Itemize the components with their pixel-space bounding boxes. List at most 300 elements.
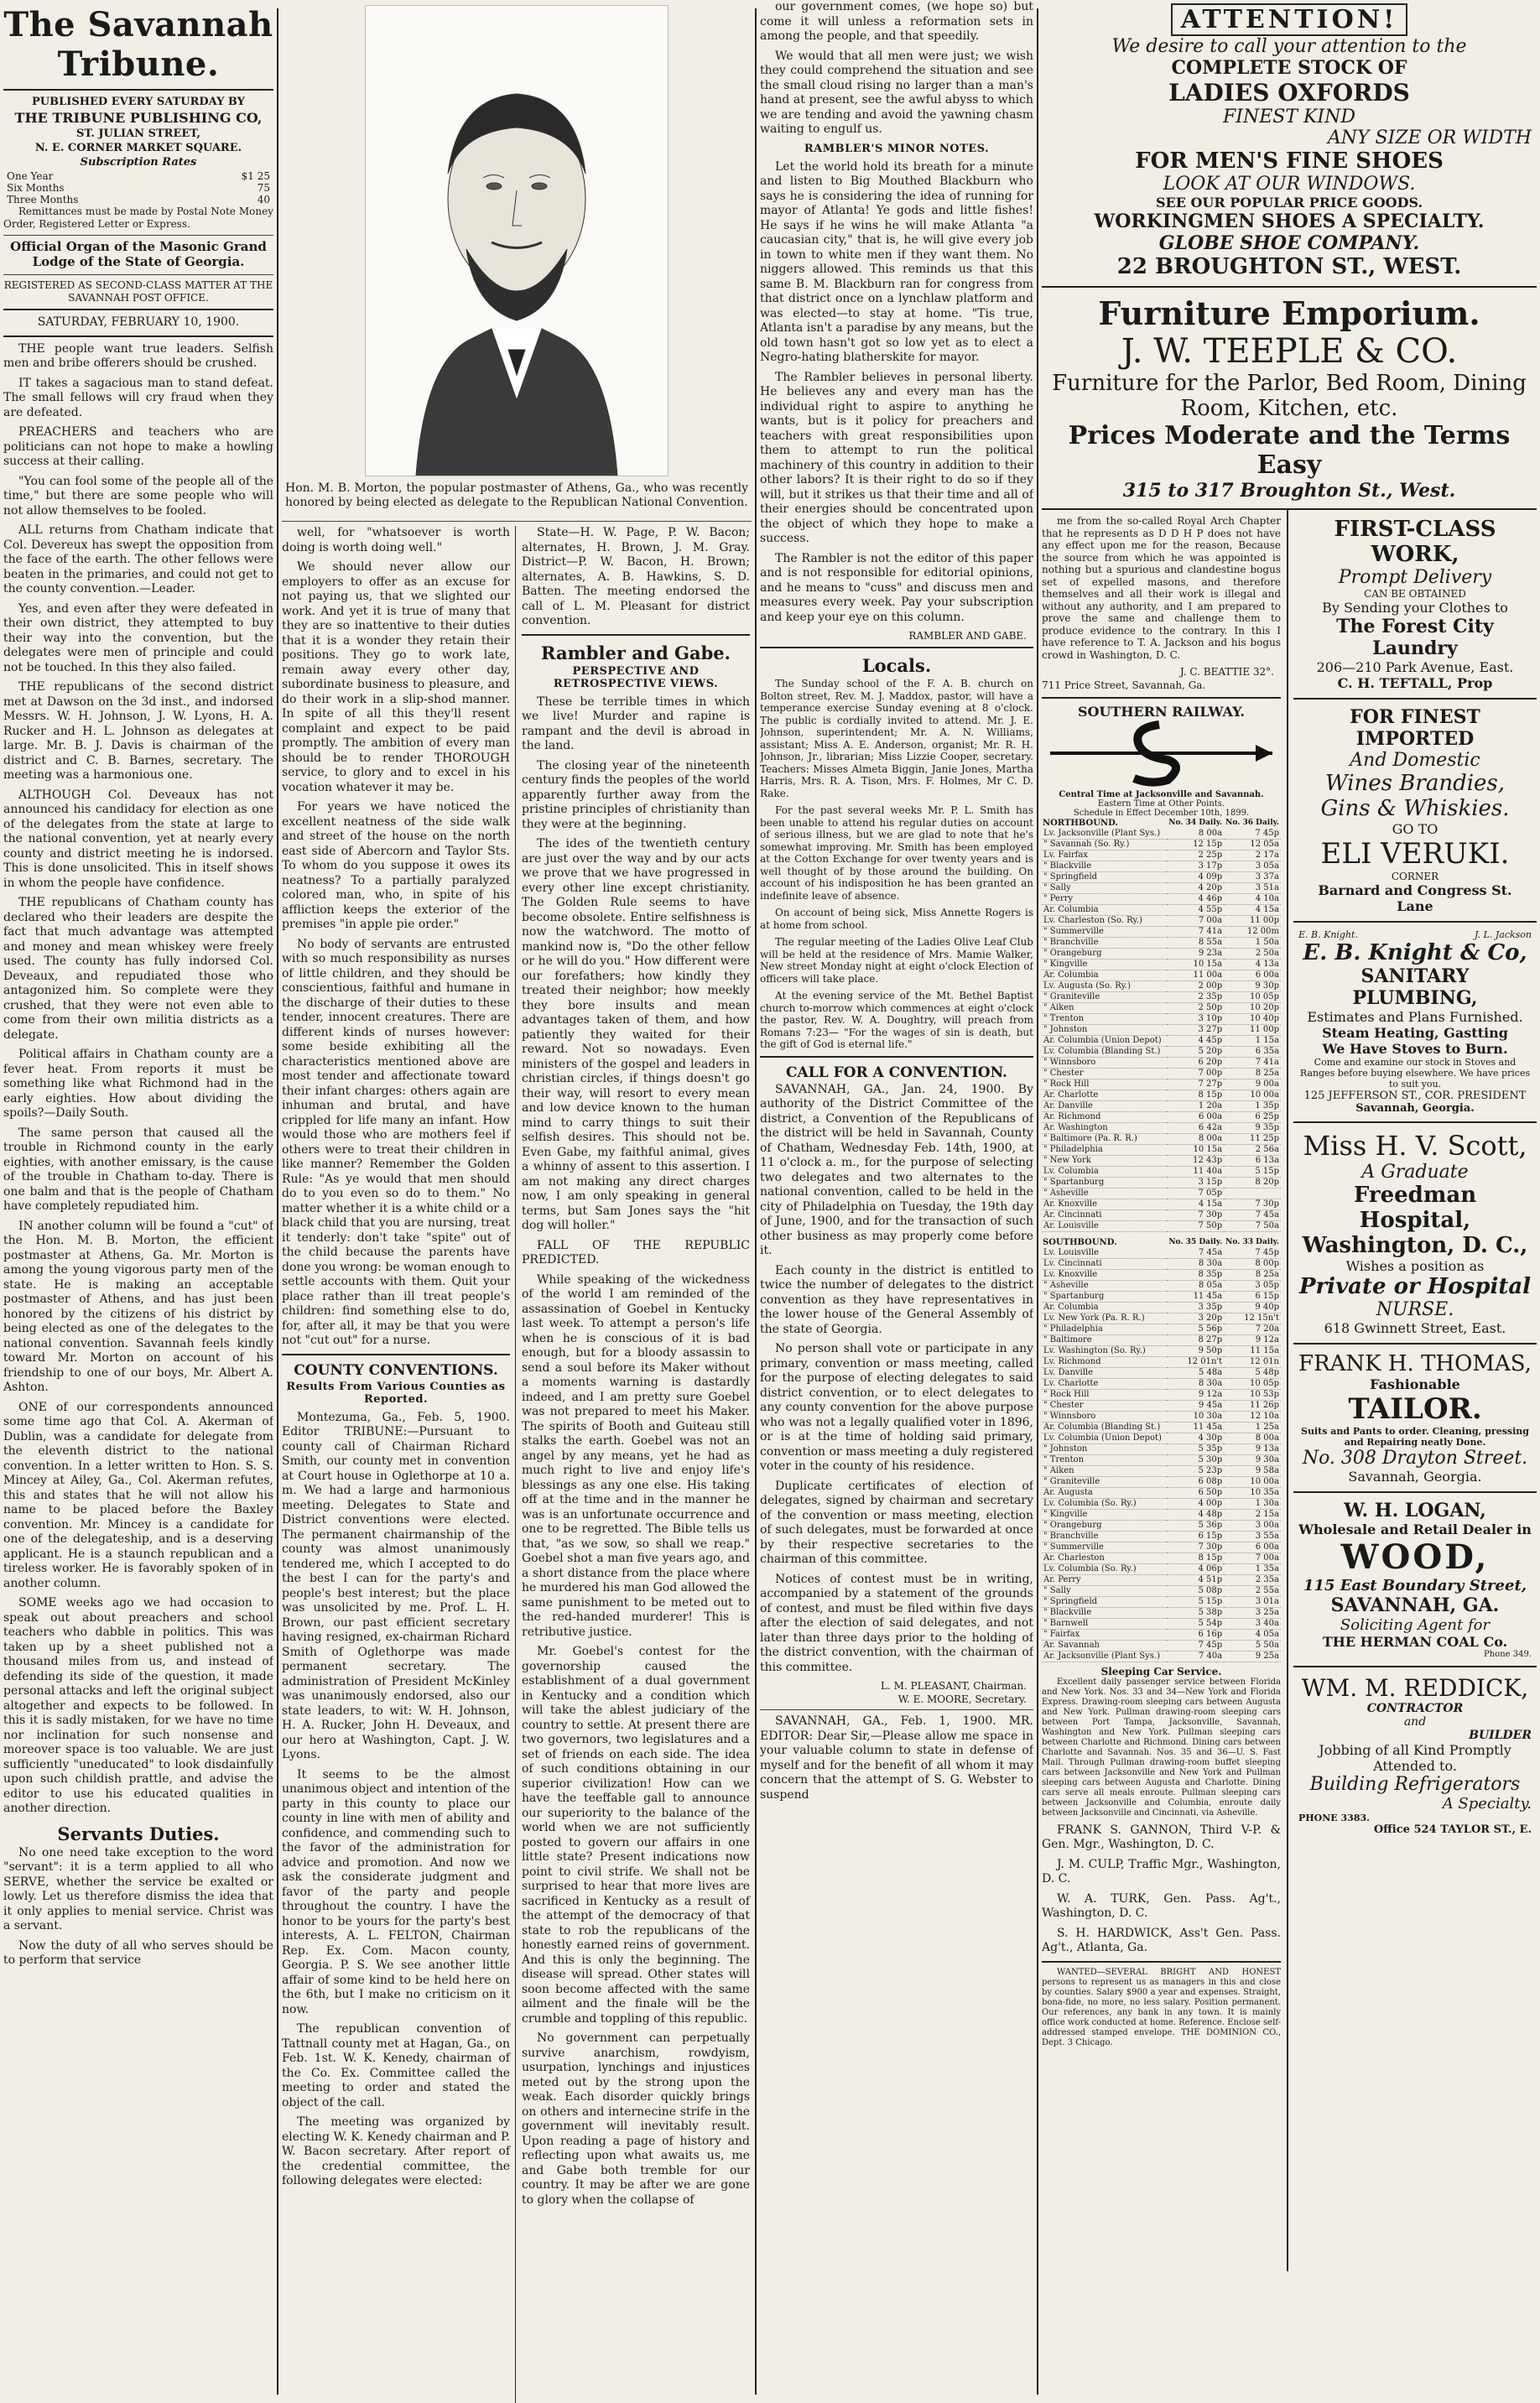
railway-note: Eastern Time at Other Points. <box>1097 798 1225 809</box>
portrait-illustration <box>365 5 669 476</box>
station-cell: " Blackville <box>1042 1607 1167 1618</box>
time-cell: 5 35p <box>1167 1443 1224 1454</box>
ad-line: FOR MEN'S FINE SHOES <box>1135 148 1444 174</box>
editorial-paragraphs <box>3 342 273 1817</box>
masthead-line: ST. JULIAN STREET, <box>75 127 201 140</box>
rambler-subheading: PERSPECTIVE AND RETROSPECTIVE VIEWS. <box>553 664 719 690</box>
time-cell: 4 15a <box>1224 904 1281 915</box>
editorial-paragraph: "You can fool some of the people all of the time," but there are some people who will not allow themselves to be fooled. <box>3 474 273 518</box>
article-paragraph: We would that all men were just; we wish they could comprehend the situation and see the small cloud rising no larger than a man's hand at present, see the awful abyss to which we are tending and avoid the yawning chasm waiting to engulf us. <box>760 49 1033 136</box>
time-cell: 12 00m <box>1224 926 1281 937</box>
time-cell: 7 00a <box>1224 1553 1281 1563</box>
table-row <box>1042 1531 1281 1542</box>
conventions-paragraphs <box>282 1411 510 2189</box>
editorial-paragraph: THE people want true leaders. Selfish men and bribe offerers should be crushed. <box>3 341 273 370</box>
time-cell: 3 01a <box>1224 1596 1281 1607</box>
time-cell: 5 15p <box>1167 1596 1224 1607</box>
ad-line: Come and examine our stock in Stoves and Ranges before buying elsewhere. We have prices to suit you. <box>1299 1057 1531 1090</box>
table-row <box>1042 1367 1281 1378</box>
ad-line: PHONE 3383. <box>1298 1813 1370 1823</box>
time-cell: 2 35p <box>1167 991 1224 1002</box>
ad-line: Savannah, Georgia. <box>1355 1102 1475 1115</box>
article-paragraph: Each county in the district is entitled to twice the number of delegates to the district convention as they have representatives in the lower house of the General Assembly of the state of Georgia. <box>760 1263 1033 1336</box>
time-cell: 11 00a <box>1167 970 1224 980</box>
article-paragraph: Now the duty of all who serves should be to perform that service <box>3 1938 273 1967</box>
ad-line: and <box>1403 1715 1427 1729</box>
ad-line: LOOK AT OUR WINDOWS. <box>1163 174 1416 195</box>
article-paragraph: Duplicate certificates of election of delegates, signed by chairman and secretary of the convention or mass meeting, election of such delegates, must be forwarded at once by their respective secretaries to the chairman of this committee. <box>760 1479 1033 1566</box>
table-row <box>1042 1465 1281 1476</box>
time-cell: 12 01n't <box>1167 1356 1224 1367</box>
station-cell: " Graniteville <box>1042 1476 1167 1487</box>
table-row <box>1042 1090 1281 1100</box>
time-cell: 1 20a <box>1167 1100 1224 1111</box>
ad-line: CAN BE OBTAINED <box>1364 588 1466 600</box>
table-row <box>1042 1629 1281 1640</box>
time-cell: 6 00a <box>1224 970 1281 980</box>
ads-column <box>1042 0 1537 2403</box>
time-cell: 11 26p <box>1224 1400 1281 1411</box>
time-cell: 7 45p <box>1167 1640 1224 1651</box>
railway-schedule <box>1042 704 1281 2048</box>
time-cell: 5 50a <box>1224 1640 1281 1651</box>
table-row <box>1042 1035 1281 1046</box>
table-row <box>1042 980 1281 991</box>
time-cell: 8 15p <box>1167 1553 1224 1563</box>
station-cell: Ar. Augusta <box>1042 1487 1167 1498</box>
station-cell: " Spartanburg <box>1042 1291 1167 1302</box>
time-cell: 4 10a <box>1224 893 1281 904</box>
time-cell: 9 35p <box>1224 1122 1281 1133</box>
nurse-ad <box>1293 1123 1537 1345</box>
time-cell: 3 35p <box>1167 1302 1224 1313</box>
rambler-signature: RAMBLER AND GABE. <box>908 630 1027 642</box>
time-cell: 9 00a <box>1224 1079 1281 1090</box>
table-row <box>1042 1498 1281 1509</box>
station-cell: " Philadelphia <box>1042 1324 1167 1334</box>
time-cell: 7 30p <box>1167 1542 1224 1553</box>
railway-officials <box>1042 1823 1281 1956</box>
article-paragraph: No body of servants are entrusted with so much responsibility as nurses of little children, and they should be conscientious, faithful and humane in the discharge of their duties to these tender, innocent creatures. There are different kinds of nurses however: some beside exhibiting all the characteristics mentioned above are most tender and affectionate toward their infant charges: others again are inhuman and brutal, and have crippled for life many an infant. How would those who are mothers feel if others were to treat their children in like manner? Remember the Golden Rule: "As ye would that men should do to you even so do to them." No matter whether it is a white child or a black child that you are nursing, treat it tenderly: don't take "spite" out of the child because the parents have done you wrong: be woman enough to settle accounts with them. Quit your place rather than ill treat people's children: find something else to do, for, after all, it may be that you were not "cut out" for a nurse. <box>282 937 510 1347</box>
rate-row: One Year $1 25 <box>7 170 270 182</box>
time-cell: 6 35a <box>1224 1046 1281 1057</box>
time-cell: 10 40p <box>1224 1013 1281 1024</box>
attention-heading: ATTENTION! <box>1171 3 1408 36</box>
column-2 <box>282 526 510 2194</box>
table-row <box>1042 1389 1281 1400</box>
station-cell: " Aiken <box>1042 1002 1167 1013</box>
editorial-paragraph: ALL returns from Chatham indicate that Col. Devereux has swept the opposition from the face of the earth. The other fellows were beaten in the primaries, and could not get to the county convention.—Leader. <box>3 523 273 596</box>
time-cell: 9 12a <box>1167 1389 1224 1400</box>
tailor-ad <box>1293 1345 1537 1493</box>
locals-paragraphs <box>760 678 1033 1051</box>
station-cell: " Blackville <box>1042 861 1167 871</box>
station-cell: " Asheville <box>1042 1280 1167 1291</box>
masonic-notice: me from the so-called Royal Arch Chapter that he represents as D D H P does not have any effect upon me for the reason, Because the source from which he was appointed is nothing but a spurious and clandestine bogus set of expelled masons, and therefore themselves and all their work is illegal and without any authority, and I am prepared to prove the same and challenge them to produce evidence to the contrary. In this I have reference to T. A. Jackson and his bogus crowd in Washington, D. C. <box>1042 515 1281 661</box>
time-cell: 7 41a <box>1167 926 1224 937</box>
table-row <box>1042 1607 1281 1618</box>
table-row <box>1042 1345 1281 1356</box>
ad-line: 22 BROUGHTON ST., WEST. <box>1116 254 1462 279</box>
table-row <box>1042 1079 1281 1090</box>
time-cell: 8 30a <box>1167 1378 1224 1389</box>
masthead-line: THE TRIBUNE PUBLISHING CO, <box>14 110 263 126</box>
masthead-line: PUBLISHED EVERY SATURDAY BY <box>32 96 245 108</box>
time-cell: 4 48p <box>1167 1509 1224 1520</box>
ad-line: SAVANNAH, GA. <box>1330 1594 1500 1616</box>
station-cell: " Baltimore <box>1042 1334 1167 1345</box>
ad-line: Soliciting Agent for <box>1340 1616 1491 1634</box>
station-cell: Lv. Charleston (So. Ry.) <box>1042 915 1167 926</box>
issue-date: SATURDAY, FEBRUARY 10, 1900. <box>37 315 240 329</box>
table-header: SOUTHBOUND. <box>1043 1237 1117 1247</box>
masthead-line: N. E. CORNER MARKET SQUARE. <box>34 142 242 154</box>
rate-row: Six Months 75 <box>7 182 270 194</box>
official-organ: Official Organ of the Masonic Grand Lodge of the State of Georgia. <box>10 239 267 269</box>
time-cell: 11 45a <box>1167 1291 1224 1302</box>
time-cell: 4 13a <box>1224 959 1281 970</box>
northbound-table <box>1042 818 1281 1232</box>
time-cell: 10 05p <box>1224 1378 1281 1389</box>
time-cell: 4 51p <box>1167 1574 1224 1585</box>
time-cell: 10 35a <box>1224 1487 1281 1498</box>
station-cell: " Kingville <box>1042 959 1167 970</box>
time-cell: 3 05a <box>1224 861 1281 871</box>
article-paragraph: The closing year of the nineteenth century finds the peoples of the world apparently further away from the pristine principles of christianity than they were at the beginning. <box>522 758 750 831</box>
time-cell: 12 10a <box>1224 1411 1281 1422</box>
time-cell: 6 00a <box>1167 1111 1224 1122</box>
ad-line: BUILDER <box>1469 1729 1532 1742</box>
furniture-ad <box>1042 288 1537 510</box>
time-cell: 5 23p <box>1167 1465 1224 1476</box>
ad-line: By Sending your Clothes to <box>1322 600 1508 616</box>
time-cell: 4 09p <box>1167 871 1224 882</box>
station-cell: Ar. Columbia <box>1042 970 1167 980</box>
time-cell: 11 00p <box>1224 915 1281 926</box>
ad-line: A Specialty. <box>1442 1795 1532 1813</box>
station-cell: " Barnwell <box>1042 1618 1167 1629</box>
ad-line: FOR FINEST IMPORTED <box>1350 706 1480 750</box>
table-row <box>1042 1334 1281 1345</box>
time-cell: 2 00p <box>1167 980 1224 991</box>
time-cell: 9 30a <box>1224 1454 1281 1465</box>
table-row <box>1042 1313 1281 1324</box>
ad-line: Furniture for the Parlor, Bed Room, Dining Room, Kitchen, etc. <box>1052 371 1527 421</box>
table-row <box>1042 1013 1281 1024</box>
table-row <box>1042 1433 1281 1443</box>
article-paragraph: Mr. Goebel's contest for the governorship caused the establishment of a dual government in Kentucky and a condition which will take the ablest judiciary of the country to settle. At present there are two governors, two legislatures and a set of friends on each side. The idea of such conditions obtaining in our superior civilization! How can we have the teeffable gall to announce our superiority to the balance of the world when we are not sufficiently posted to govern our affairs in one little state? Present indications now point to civil strife. We shall not be surprised to hear that more lives are sacrificed in Kentucky as a result of the attempt of the democracy of that state to rob the republicans of the honestly earned reins of government. And this is only the beginning. The disease will spread. Other states will soon become affected with the same ailment and the finale will be the crumble and toppling of this republic. <box>522 1645 750 2026</box>
column-4 <box>760 0 1033 2403</box>
time-cell: 8 00a <box>1224 1433 1281 1443</box>
time-cell: 8 20p <box>1224 1177 1281 1188</box>
time-cell: 6 08p <box>1167 1476 1224 1487</box>
time-cell: 9 12a <box>1224 1334 1281 1345</box>
time-cell: 7 45p <box>1224 1248 1281 1259</box>
table-row <box>1042 1356 1281 1367</box>
time-cell: 7 50a <box>1224 1220 1281 1231</box>
time-cell: 9 13a <box>1224 1443 1281 1454</box>
remittance-note: Remittances must be made by Postal Note Money Order, Registered Letter or Express. <box>3 205 273 230</box>
table-row <box>1042 1133 1281 1144</box>
article-paragraph: well, for "whatsoever is worth doing is worth doing well." <box>282 526 510 554</box>
time-cell: 2 15a <box>1224 1509 1281 1520</box>
table-row <box>1042 948 1281 959</box>
time-cell: 2 17a <box>1224 850 1281 861</box>
table-row <box>1042 915 1281 926</box>
ad-line: GO TO <box>1392 821 1439 837</box>
subscription-rates <box>3 170 273 205</box>
ad-line: ELI VERUKI. <box>1320 837 1510 871</box>
station-cell: Ar. Columbia <box>1042 904 1167 915</box>
table-row <box>1042 839 1281 850</box>
table-row <box>1042 959 1281 970</box>
ad-line: FIRST-CLASS WORK, <box>1334 517 1496 567</box>
station-cell: Ar. Louisville <box>1042 1220 1167 1231</box>
station-cell: " Summerville <box>1042 1542 1167 1553</box>
time-cell: 7 00a <box>1167 915 1224 926</box>
table-row <box>1042 1248 1281 1259</box>
railway-official: W. A. TURK, Gen. Pass. Ag't., Washington, D. C. <box>1042 1891 1281 1920</box>
table-row <box>1042 1291 1281 1302</box>
article-paragraph: Notices of contest must be in writing, accompanied by a statement of the grounds of contest, and must be filed within five days after the election of said delegates, and not later than three days prior to the holding of the district convention, with the chairman of this committee. <box>760 1572 1033 1674</box>
time-cell: 10 20p <box>1224 1002 1281 1013</box>
railway-note: Central Time at Jacksonville and Savannah. <box>1059 789 1264 799</box>
station-cell: Lv. New York (Pa. R. R.) <box>1042 1313 1167 1324</box>
station-cell: " Sally <box>1042 1585 1167 1596</box>
ad-line: ANY SIZE OR WIDTH <box>1327 127 1532 148</box>
railway-column <box>1042 515 1281 2053</box>
station-cell: Ar. Columbia (Union Depot) <box>1042 1035 1167 1046</box>
ad-line: J. L. Jackson <box>1475 929 1532 940</box>
table-row <box>1042 1100 1281 1111</box>
table-row <box>1042 1046 1281 1057</box>
ad-line: FRANK H. THOMAS, <box>1298 1351 1532 1376</box>
time-cell: 2 50a <box>1224 948 1281 959</box>
time-cell: 8 30a <box>1167 1258 1224 1269</box>
station-cell: Ar. Charleston <box>1042 1553 1167 1563</box>
station-cell: Ar. Cincinnati <box>1042 1209 1167 1220</box>
conventions-subheading: Results From Various Counties as Reported. <box>286 1380 506 1406</box>
ad-line: J. W. TEEPLE & CO. <box>1121 332 1458 371</box>
station-cell: Ar. Columbia <box>1042 1302 1167 1313</box>
station-cell: Lv. Augusta (So. Ry.) <box>1042 980 1167 991</box>
time-cell: 6 15p <box>1167 1531 1224 1542</box>
time-cell: 8 00a <box>1167 1133 1224 1144</box>
time-cell: 5 30p <box>1167 1454 1224 1465</box>
article-paragraph: Let the world hold its breath for a minute and listen to Big Mouthed Blackburn who says he is considering the idea of running for mayor of Atlanta! Ye gods and little fishes! He says if he wins he will make Atlanta "a caucasian city," that is, he will give every job in town to white men if they want them. No niggers allowed. This reminds us that this same B. M. Blackburn ran for congress from that district once on a lynchlaw platform and was elected—to stay at home. "Tis true, Atlanta isn't a paradise by any means, but the old town hasn't got so low yet as to elect a Negro-hating blatherskite for mayor. <box>760 159 1033 364</box>
time-cell: 10 05p <box>1224 991 1281 1002</box>
ad-line: WM. M. REDDICK, <box>1301 1674 1529 1702</box>
table-row <box>1042 850 1281 861</box>
time-cell: 4 00p <box>1167 1498 1224 1509</box>
table-row <box>1042 1057 1281 1068</box>
time-cell: 7 45a <box>1224 1209 1281 1220</box>
station-cell: Lv. Cincinnati <box>1042 1258 1167 1269</box>
masonic-signature: J. C. BEATTIE 32°. <box>1179 666 1274 678</box>
table-row <box>1042 1411 1281 1422</box>
ad-line: FINEST KIND <box>1222 107 1356 127</box>
editorial-paragraph: THE republicans of Chatham county has declared who their leaders are despite the fact that much advantage was attempted and money and mean whiskey were freely used. The county has fully indorsed Col. Deveaux, and repudiated those who antagonized him. So complete were they crushed, that they were not even able to come from their own militia districts as a delegate. <box>3 896 273 1042</box>
table-row <box>1042 882 1281 893</box>
subscription-rates-title: Subscription Rates <box>80 156 197 169</box>
time-cell: 3 37a <box>1224 871 1281 882</box>
ad-line: And Domestic <box>1350 750 1480 771</box>
time-cell: 1 35p <box>1224 1100 1281 1111</box>
ad-line: TAILOR. <box>1348 1392 1482 1426</box>
table-row <box>1042 1068 1281 1079</box>
table-row <box>1042 904 1281 915</box>
table-row <box>1042 1188 1281 1199</box>
article-paragraph: No one need take exception to the word "servant": it is a term applied to all who SERVE, whether the service be exalted or lowly. Let us therefore dismiss the idea that it only applies to menial service. Christ was a servant. <box>3 1845 273 1932</box>
time-cell: 7 20a <box>1224 1324 1281 1334</box>
railway-official: FRANK S. GANNON, Third V-P. & Gen. Mgr., Washington, D. C. <box>1042 1823 1281 1851</box>
ad-line: Savannah, Georgia. <box>1348 1469 1482 1485</box>
time-cell: 9 30p <box>1224 980 1281 991</box>
time-cell: 9 40p <box>1224 1302 1281 1313</box>
column-3 <box>522 526 750 2213</box>
ad-line: Jobbing of all Kind Promptly Attended to. <box>1319 1742 1511 1774</box>
time-cell: 5 20p <box>1167 1046 1224 1057</box>
station-cell: Ar. Danville <box>1042 1100 1167 1111</box>
call-convention-paragraphs <box>760 1083 1033 1676</box>
ad-line: 115 East Boundary Street, <box>1303 1577 1527 1594</box>
time-cell: 2 55a <box>1224 1585 1281 1596</box>
station-cell: " Orangeburg <box>1042 948 1167 959</box>
time-cell: 6 15p <box>1224 1291 1281 1302</box>
table-row <box>1042 1596 1281 1607</box>
rambler-heading: Rambler and Gabe. <box>541 642 731 663</box>
station-cell: Lv. Danville <box>1042 1367 1167 1378</box>
ad-line: Steam Heating, Gastting <box>1322 1025 1508 1041</box>
editorial-paragraph: Yes, and even after they were defeated in their own district, they attempted to buy their way into the convention, but the delegates were men of principle and could not be touched. In this they also failed. <box>3 601 273 674</box>
time-cell: 4 45p <box>1167 1035 1224 1046</box>
station-cell: " Chester <box>1042 1400 1167 1411</box>
table-row <box>1042 1422 1281 1433</box>
table-row <box>1042 1269 1281 1280</box>
table-row <box>1042 1487 1281 1498</box>
ad-line: C. H. TEFTALL, Prop <box>1337 675 1493 691</box>
ad-line: We desire to call your attention to the <box>1111 36 1467 57</box>
station-cell: Lv. Washington (So. Ry.) <box>1042 1345 1167 1356</box>
masthead-title: The Savannah Tribune. <box>3 5 273 84</box>
station-cell: Lv. Charlotte <box>1042 1378 1167 1389</box>
time-cell: 7 45a <box>1167 1248 1224 1259</box>
ad-line: Private or Hospital <box>1298 1274 1532 1299</box>
time-cell: 12 01n <box>1224 1356 1281 1367</box>
table-row <box>1042 1400 1281 1411</box>
time-cell: 8 25a <box>1224 1269 1281 1280</box>
table-row <box>1042 1177 1281 1188</box>
time-cell: 9 45a <box>1167 1400 1224 1411</box>
station-cell: " Trenton <box>1042 1454 1167 1465</box>
table-header: NORTHBOUND. <box>1043 818 1118 828</box>
time-cell: 5 48p <box>1224 1367 1281 1378</box>
table-header: No. 34 Daily. <box>1168 819 1223 827</box>
table-row <box>1042 970 1281 980</box>
article-paragraph: While speaking of the wickedness of the world I am reminded of the assassination of Goebel in Kentucky last week. To attempt a person's life when he is conscious of it is bad enough, but for a bloody assassin to send a soul before its Maker without a moments warning is dastardly indeed, and I am pretty sure Goebel was not prepared to meet his Maker. The spirits of Booth and Guiteau still stalks the earth. Goebel was not an angel by any means, yet he had as much right to live and enjoy life's blessings as any one else. His taking off at the time and in the manner he was is an unfortunate occurrence and one to be regretted. The Bible tells us that, "as we sow, so shall we reap." Goebel shot a man five years ago, and a short distance from the place where he murdered his man God allowed the same punishment to be meted out to the red-handed murderer! This is retributive justice. <box>522 1272 750 1639</box>
station-cell: " Summerville <box>1042 926 1167 937</box>
wanted-ad: WANTED—SEVERAL BRIGHT AND HONEST persons to represent us as managers in this and close by counties. Salary $900 a year and expenses. Straight, bona-fide, no more, no less salary. Position permanent. Our references, any bank in any town. It is mainly office work conducted at home. Reference. Enclose self-addressed stamped envelope. THE DOMINION CO., Dept. 3 Chicago. <box>1042 1967 1281 2047</box>
ad-line: Fashionable <box>1370 1376 1460 1392</box>
servants-continued <box>282 526 510 1349</box>
ad-line: Barnard and Congress St. Lane <box>1318 882 1512 914</box>
time-cell: 11 45a <box>1167 1422 1224 1433</box>
time-cell: 11 15a <box>1224 1345 1281 1356</box>
table-row <box>1042 1574 1281 1585</box>
table-row <box>1042 1476 1281 1487</box>
time-cell: 3 25a <box>1224 1607 1281 1618</box>
station-cell: " Orangeburg <box>1042 1520 1167 1531</box>
sleeping-car-heading: Sleeping Car Service. <box>1100 1665 1222 1677</box>
time-cell: 6 20p <box>1167 1057 1224 1068</box>
railway-title: SOUTHERN RAILWAY. <box>1077 703 1245 720</box>
conventions-continued <box>522 526 750 629</box>
ad-line: No. 308 Drayton Street. <box>1302 1448 1528 1469</box>
chairman-signature: L. M. PLEASANT, Chairman. <box>881 1680 1027 1692</box>
time-cell: 9 58a <box>1224 1465 1281 1476</box>
rambler-paragraphs <box>522 695 750 2208</box>
table-row <box>1042 1258 1281 1269</box>
ad-line: WOOD, <box>1340 1537 1490 1577</box>
ad-line: SEE OUR POPULAR PRICE GOODS. <box>1155 195 1423 211</box>
time-cell: 8 25a <box>1224 1068 1281 1079</box>
wood-ad <box>1293 1493 1537 1667</box>
table-header: No. 36 Daily. <box>1225 819 1279 827</box>
time-cell: 4 30p <box>1167 1433 1224 1443</box>
entered-note: REGISTERED AS SECOND-CLASS MATTER AT THE SAVANNAH POST OFFICE. <box>3 279 273 304</box>
station-cell: Lv. Jacksonville (Plant Sys.) <box>1042 829 1167 840</box>
article-paragraph: No person shall vote or participate in any primary, convention or mass meeting, called for the purpose of electing delegates to said district convention, or to elect delegates to any county convention for the above purpose who was not a legally qualified voter in 1896, or is at the time of holding said primary, convention or mass meeting a duly registered voter in the county of his residence. <box>760 1342 1033 1473</box>
editorial-paragraph: THE republicans of the second district met at Dawson on the 3d inst., and indorsed Messrs. W. H. Johnson, J. W. Lyons, H. A. Rucker and H. L. Johnson as delegates at large. Mr. B. J. Davis is chairman of the district and C. B. Barnes, secretary. The meeting was a harmonious one. <box>3 680 273 782</box>
ad-line: Office 524 TAYLOR ST., E. <box>1373 1823 1532 1836</box>
time-cell: 6 16p <box>1167 1629 1224 1640</box>
ad-line: E. B. Knight. <box>1298 929 1358 940</box>
time-cell: 3 17p <box>1167 861 1224 871</box>
article-paragraph: For years we have noticed the excellent neatness of the side walk and street of the house on the north east side of Abercorn and Taylor Sts. To whom do you suppose it owes its neatness? To a partially paralyzed colored man, who, in spite of his affliction keeps the exterior of the premises "in apple pie order." <box>282 800 510 931</box>
time-cell: 5 48a <box>1167 1367 1224 1378</box>
time-cell: 3 27p <box>1167 1024 1224 1035</box>
table-row <box>1042 1111 1281 1122</box>
ad-line: Furniture Emporium. <box>1098 294 1480 332</box>
time-cell: 12 15p <box>1167 839 1224 850</box>
time-cell: 8 00p <box>1224 1258 1281 1269</box>
article-paragraph: The meeting was organized by electing W. K. Kenedy chairman and P. W. Bacon secretary. After report of the credential committee, the following delegates were elected: <box>282 2115 510 2187</box>
ad-line: Building Refrigerators <box>1309 1774 1521 1795</box>
wines-ad <box>1293 700 1537 923</box>
time-cell <box>1224 1188 1281 1199</box>
station-cell: Lv. Columbia (Blanding St.) <box>1042 1046 1167 1057</box>
ad-line: A Graduate <box>1361 1162 1469 1183</box>
time-cell: 10 00a <box>1224 1476 1281 1487</box>
local-item: The regular meeting of the Ladies Olive Leaf Club will be held at the residence of Mrs. Mamie Walker, New street Monday night at eight o'clock Election of officers will take place. <box>760 936 1033 985</box>
local-item: The Sunday school of the F. A. B. church on Bolton street, Rev. M. J. Maddox, pastor, will have a temperance exercise Sunday evening at 8 o'clock. The public is cordially invited to attend. Mr. J. E. Johnson, superintendent; Mr. A. N. Williams, assistant; Miss A. E. Anderson, organist; Mr. R. H. Johnson, Jr., librarian; Miss Lizzie Cooper, secretary. Teachers: Misses Almeta Biggin, Janie Jones, Martha Harris, Mrs. R. A. Tison, Mrs. F. Holmes, Mr C. D. Rake. <box>760 678 1033 799</box>
article-paragraph: The ides of the twentieth century are just over the way and by our acts we prove that we have progressed in every other line except christianity. The Golden Rule seems to have become obsolete. Entire selfishness is now the watchword. The motto of mankind now is, "Do the other fellow or he will do you." How different were our forefathers; how kindly they treated their neighbor; how meekly they bore insults and mean advantages taken of them, and how patiently they waited for their reward. Not so nowadays. Even ministers of the gospel and leaders in christian circles, if things doesn't go their way, will resort to every mean and low device known to the human mind to carry things to suit their selfish desires. This should not be. Even Gabe, my faithful animal, gives a whinny of assent to this assertion. I am not making any direct charges now, I am only speaking in general terms, but Sam Jones says the "hit dog will holler." <box>522 837 750 1232</box>
editorial-paragraph: ALTHOUGH Col. Deveaux has not announced his candidacy for election as one of the delegates from the state at large to the national convention, yet at nearly every county and district meeting he is indorsed. This is done unsolicited. This in itself shows in whom the people have confidence. <box>3 788 273 890</box>
call-convention-heading: CALL FOR A CONVENTION. <box>786 1064 1007 1081</box>
time-cell: 7 00p <box>1167 1068 1224 1079</box>
time-cell: 10 30a <box>1167 1411 1224 1422</box>
ad-line: Wishes a position as <box>1345 1258 1485 1274</box>
station-cell: Ar. Richmond <box>1042 1111 1167 1122</box>
time-cell: 4 20p <box>1167 882 1224 893</box>
table-row <box>1042 1280 1281 1291</box>
table-row <box>1042 1199 1281 1209</box>
article-paragraph: State—H. W. Page, P. W. Bacon; alternates, H. Brown, J. M. Gray. District—P. W. Bacon, H. Brown; alternates, A. B. Hawkins, S. D. Batten. The meeting endorsed the call of L. M. Pleasant for district convention. <box>522 526 750 627</box>
time-cell: 10 53p <box>1224 1389 1281 1400</box>
ad-line: NURSE. <box>1376 1299 1454 1320</box>
time-cell: 7 50p <box>1167 1220 1224 1231</box>
table-row <box>1042 1454 1281 1465</box>
